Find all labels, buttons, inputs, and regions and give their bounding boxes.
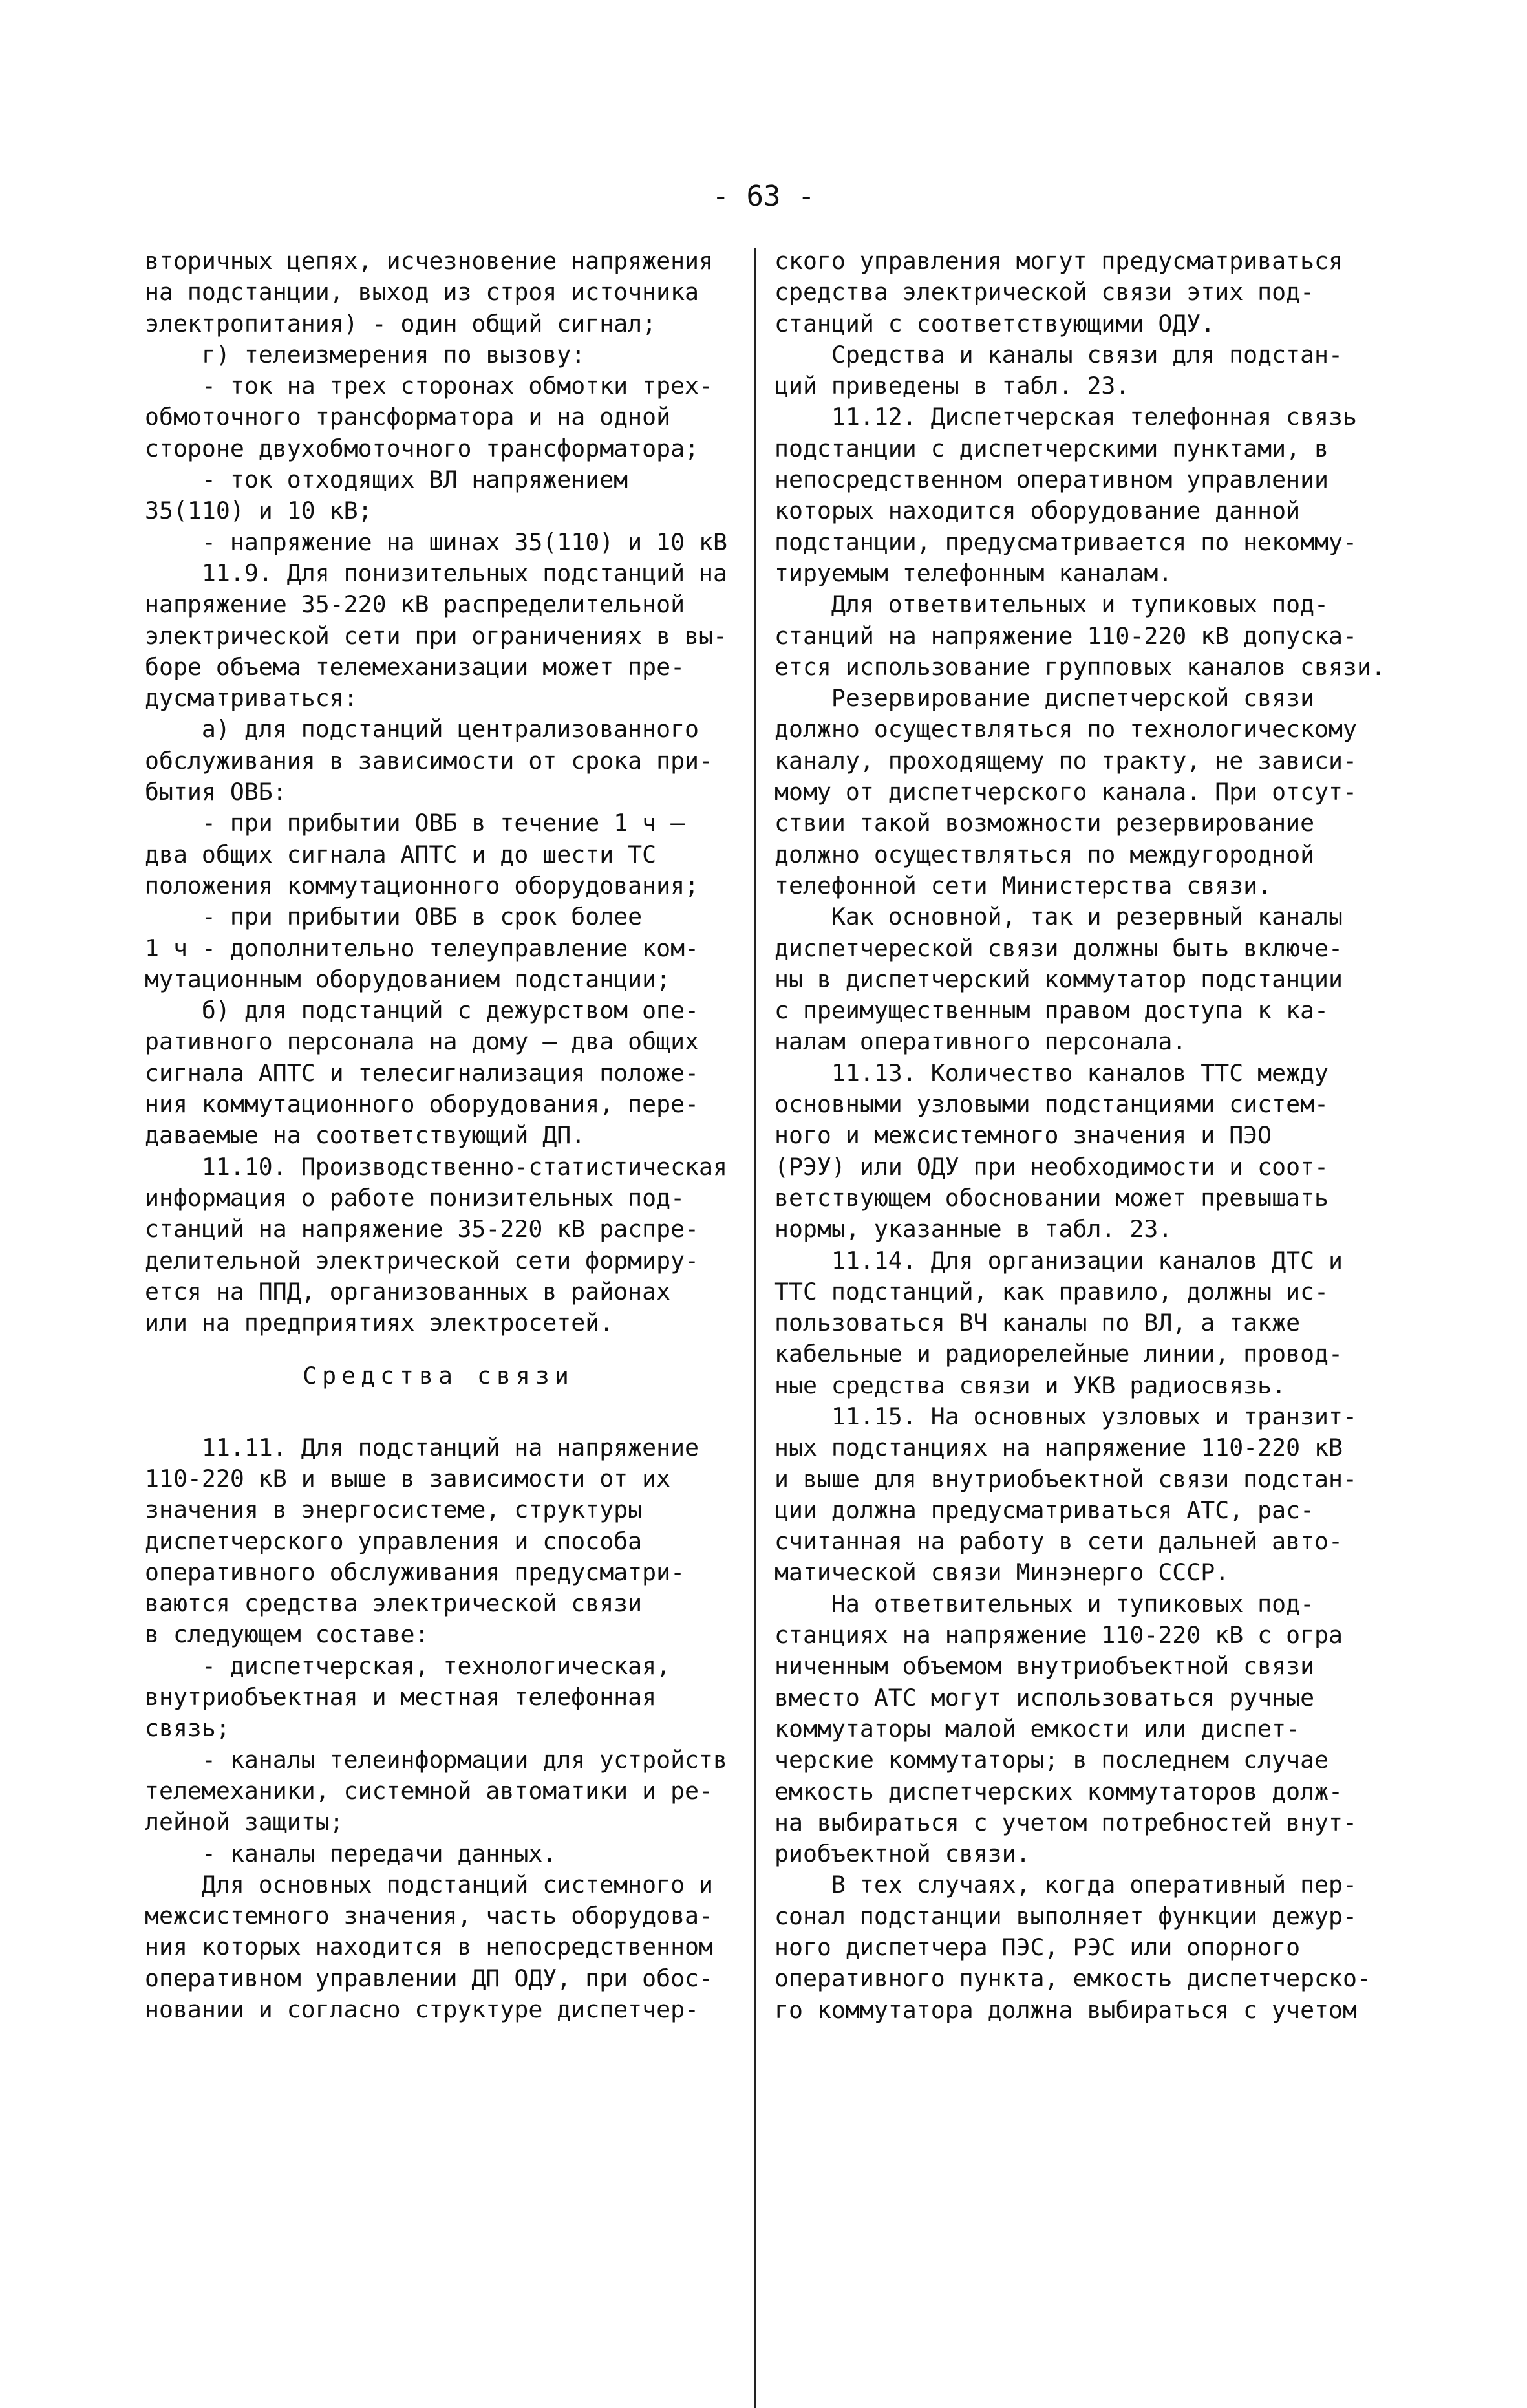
left-column: [145, 246, 732, 2025]
text-line: подстанции, предусматривается по некомму-: [774, 528, 1357, 556]
text-line: Для основных подстанций системного и: [145, 1870, 713, 1898]
text-line: бытия ОВБ:: [145, 778, 287, 806]
text-line: телефонной сети Министерства связи.: [774, 871, 1272, 899]
text-line: - при прибытии ОВБ в течение 1 ч —: [145, 809, 685, 837]
text-line: связь;: [145, 1714, 230, 1743]
text-line: мутационным оборудованием подстанции;: [145, 965, 671, 993]
text-line: ния коммутационного оборудования, пере-: [145, 1090, 699, 1119]
text-line: станциях на напряжение 110-220 кВ с огра: [774, 1621, 1343, 1650]
text-line: дусматриваться:: [145, 684, 358, 713]
text-line: 11.14. Для организации каналов ДТС и: [774, 1246, 1343, 1274]
text-line: оперативного обслуживания предусматри-: [145, 1558, 685, 1586]
text-line: лейной защиты;: [145, 1808, 344, 1836]
text-line: внутриобъектная и местная телефонная: [145, 1683, 657, 1712]
text-line: непосредственном оперативном управлении: [774, 466, 1329, 494]
text-line: 110-220 кВ и выше в зависимости от их: [145, 1464, 671, 1492]
section-heading: Средства связи: [303, 1362, 574, 1390]
text-line: риобъектной связи.: [774, 1840, 1030, 1868]
text-line: а) для подстанций централизованного: [145, 715, 699, 744]
text-line: налам оперативного персонала.: [774, 1027, 1187, 1056]
text-line: боре объема телемеханизации может пре-: [145, 652, 685, 681]
text-line: - каналы телеинформации для устройств: [145, 1745, 727, 1774]
page-number: - 63 -: [712, 180, 815, 213]
text-line: электрической сети при ограничениях в вы-: [145, 621, 727, 650]
column-divider: [754, 248, 756, 2408]
text-line: станций с соответствующими ОДУ.: [774, 309, 1215, 338]
text-line: обмоточного трансформатора и на одной: [145, 403, 671, 431]
text-line: ного и межсистемного значения и ПЭО: [774, 1121, 1272, 1150]
text-line: стороне двухобмоточного трансформатора;: [145, 434, 699, 462]
text-line: - напряжение на шинах 35(110) и 10 кВ: [145, 528, 727, 556]
text-line: должно осуществляться по технологическому: [774, 715, 1357, 744]
text-line: г) телеизмерения по вызову:: [145, 340, 586, 369]
text-line: го коммутатора должна выбираться с учетом: [774, 1995, 1357, 2024]
text-line: на подстанции, выход из строя источника: [145, 278, 699, 306]
text-line: 11.15. На основных узловых и транзит-: [774, 1402, 1357, 1430]
text-line: В тех случаях, когда оперативный пер-: [774, 1871, 1357, 1899]
text-line: 11.12. Диспетчерская телефонная связь: [774, 403, 1357, 431]
text-line: ного диспетчера ПЭС, РЭС или опорного: [774, 1933, 1301, 1962]
text-line: Для ответвительных и тупиковых под-: [774, 590, 1329, 619]
right-column: [774, 246, 1387, 2026]
text-line: ния которых находится в непосредственном: [145, 1933, 713, 1961]
text-line: информация о работе понизительных под-: [145, 1183, 685, 1212]
text-line: сонал подстанции выполняет функции дежур-: [774, 1902, 1357, 1930]
text-line: мому от диспетчерского канала. При отсут-: [774, 778, 1357, 806]
text-line: кабельные и радиорелейные линии, провод-: [774, 1340, 1343, 1368]
text-line: ниченным объемом внутриобъектной связи: [774, 1652, 1315, 1681]
text-line: ваются средства электрической связи: [145, 1589, 643, 1618]
text-line: ется использование групповых каналов связи.: [774, 652, 1385, 681]
text-line: на выбираться с учетом потребностей внут-: [774, 1808, 1357, 1836]
text-line: оперативного пункта, емкость диспетчерско-: [774, 1964, 1371, 1993]
text-line: ны в диспетчерский коммутатор подстанции: [774, 965, 1343, 993]
text-line: 35(110) и 10 кВ;: [145, 497, 372, 525]
text-line: ется на ППД, организованных в районах: [145, 1277, 671, 1306]
text-line: 11.10. Производственно-статистическая: [145, 1152, 727, 1181]
text-line: матической связи Минэнерго СССР.: [774, 1558, 1230, 1587]
text-line: ветствующем обосновании может превышать: [774, 1183, 1329, 1212]
text-line: Средства и каналы связи для подстан-: [774, 340, 1343, 369]
text-line: считанная на работу в сети дальней авто-: [774, 1527, 1343, 1556]
text-line: емкость диспетчерских коммутаторов долж-: [774, 1777, 1343, 1805]
text-line: каналу, проходящему по тракту, не зависи-: [774, 746, 1357, 775]
text-line: Резервирование диспетчерской связи: [774, 684, 1315, 713]
text-line: основными узловыми подстанциями систем-: [774, 1090, 1329, 1119]
text-line: ского управления могут предусматриваться: [774, 247, 1343, 275]
text-line: средства электрической связи этих под-: [774, 278, 1315, 306]
text-line: значения в энергосистеме, структуры: [145, 1496, 643, 1524]
text-line: новании и согласно структуре диспетчер-: [145, 1995, 699, 2024]
text-line: - ток отходящих ВЛ напряжением: [145, 466, 628, 494]
text-line: положения коммутационного оборудования;: [145, 871, 699, 899]
text-line: ных подстанциях на напряжение 110-220 кВ: [774, 1434, 1343, 1462]
text-line: ные средства связи и УКВ радиосвязь.: [774, 1371, 1287, 1399]
text-line: нормы, указанные в табл. 23.: [774, 1215, 1173, 1243]
text-line: тируемым телефонным каналам.: [774, 559, 1173, 587]
text-line: (РЭУ) или ОДУ при необходимости и соот-: [774, 1152, 1329, 1181]
text-line: 1 ч - дополнительно телеуправление ком-: [145, 934, 699, 962]
text-line: межсистемного значения, часть оборудова-: [145, 1902, 713, 1930]
text-line: должно осуществляться по междугородной: [774, 840, 1315, 868]
text-line: которых находится оборудование данной: [774, 497, 1301, 525]
text-line: б) для подстанций с дежурством опе-: [145, 996, 699, 1025]
text-line: даваемые на соответствующий ДП.: [145, 1121, 586, 1150]
text-line: Как основной, так и резервный каналы: [774, 903, 1343, 931]
text-line: вторичных цепях, исчезновение напряжения: [145, 247, 713, 275]
text-line: На ответвительных и тупиковых под-: [774, 1589, 1315, 1618]
text-line: - при прибытии ОВБ в срок более: [145, 903, 643, 931]
text-line: электропитания) - один общий сигнал;: [145, 309, 657, 338]
text-line: ствии такой возможности резервирование: [774, 809, 1315, 837]
text-line: сигнала АПТС и телесигнализация положе-: [145, 1059, 699, 1087]
text-line: в следующем составе:: [145, 1620, 429, 1649]
text-line: диспетчереской связи должны быть включе-: [774, 934, 1343, 962]
text-line: диспетчерского управления и способа: [145, 1527, 643, 1555]
text-line: - диспетчерская, технологическая,: [145, 1651, 671, 1680]
text-line: ТТС подстанций, как правило, должны ис-: [774, 1277, 1329, 1306]
text-line: телемеханики, системной автоматики и ре-: [145, 1776, 713, 1805]
text-line: ративного персонала на дому — два общих: [145, 1027, 699, 1056]
text-line: два общих сигнала АПТС и до шести ТС: [145, 840, 657, 868]
text-line: напряжение 35-220 кВ распределительной: [145, 590, 685, 619]
text-line: вместо АТС могут использоваться ручные: [774, 1683, 1315, 1712]
text-line: или на предприятиях электросетей.: [145, 1309, 614, 1337]
text-line: и выше для внутриобъектной связи подстан-: [774, 1465, 1357, 1493]
text-line: оперативном управлении ДП ОДУ, при обос-: [145, 1964, 713, 1992]
text-line: подстанции с диспетчерскими пунктами, в: [774, 434, 1329, 462]
text-line: 11.13. Количество каналов ТТС между: [774, 1059, 1329, 1087]
text-line: 11.11. Для подстанций на напряжение: [145, 1433, 699, 1461]
text-line: пользоваться ВЧ каналы по ВЛ, а также: [774, 1309, 1301, 1337]
text-line: обслуживания в зависимости от срока при-: [145, 746, 713, 775]
text-line: черские коммутаторы; в последнем случае: [774, 1746, 1329, 1774]
text-line: коммутаторы малой емкости или диспет-: [774, 1714, 1301, 1743]
text-line: станций на напряжение 35-220 кВ распре-: [145, 1215, 699, 1243]
text-line: - ток на трех сторонах обмотки трех-: [145, 372, 713, 400]
text-line: с преимущественным правом доступа к ка-: [774, 996, 1329, 1025]
text-line: делительной электрической сети формиру-: [145, 1246, 699, 1274]
text-line: - каналы передачи данных.: [145, 1839, 557, 1867]
text-line: 11.9. Для понизительных подстанций на: [145, 559, 727, 587]
text-line: станций на напряжение 110-220 кВ допуска-: [774, 621, 1357, 650]
text-line: ций приведены в табл. 23.: [774, 372, 1130, 400]
text-line: ции должна предусматриваться АТС, рас-: [774, 1496, 1315, 1524]
